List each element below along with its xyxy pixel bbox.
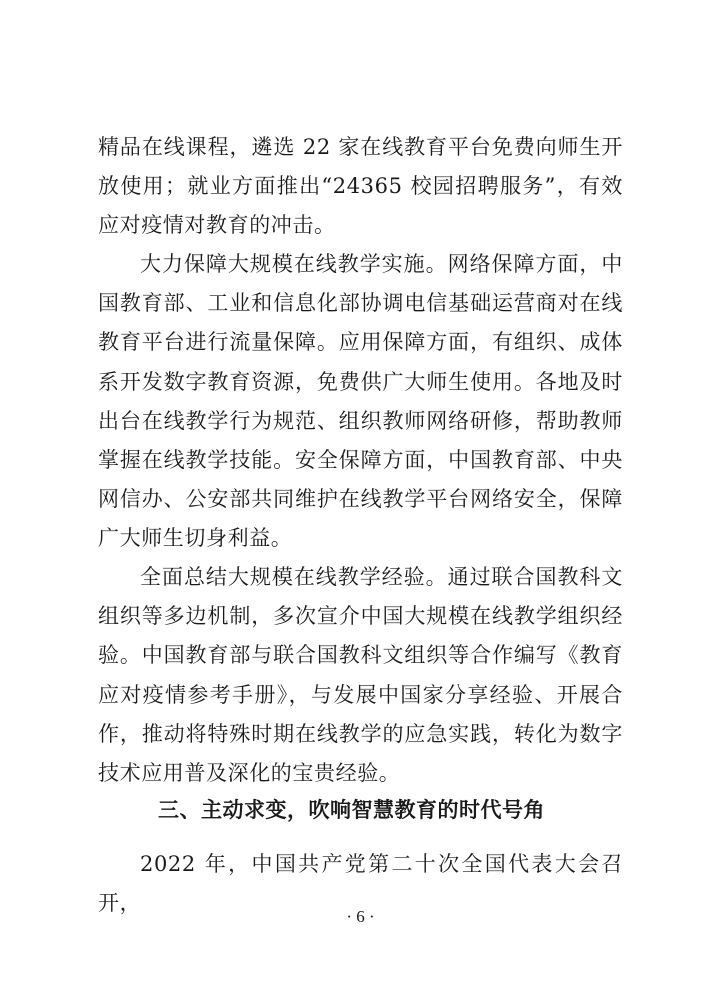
- page-number: · 6 ·: [346, 907, 375, 926]
- paragraph-online-teaching-experience: 全面总结大规模在线教学经验。通过联合国教科文组织等多边机制，多次宣介中国大规模在线教学组织经验。中国教育部与联合国教科文组织等合作编写《教育应对疫情参考手册》，与发展中国家分享经验、开展合作，推动将特殊时期在线教学的应急实践，转化为数字技术应用普及深化的宝贵经验。: [98, 565, 623, 786]
- paragraph-online-teaching-support: 大力保障大规模在线教学实施。网络保障方面，中国教育部、工业和信息化部协调电信基础运营商对在线教育平台进行流量保障。应用保障方面，有组织、成体系开发数字教育资源，免费供广大师生使用。各地及时出台在线教学行为规范、组织教师网络研修，帮助教师掌握在线教学技能。安全保障方面，中国教育部、中央网信办、公安部共同维护在线教学平台网络安全，保障广大师生切身利益。: [98, 252, 623, 551]
- paragraph-closing: 2022 年，中国共产党第二十次全国代表大会召开，: [98, 852, 623, 916]
- section-heading: 三、主动求变，吹响智慧教育的时代号角: [158, 798, 545, 822]
- paragraph-continuation: 精品在线课程，遴选 22 家在线教育平台免费向师生开放使用；就业方面推出“24365 校园招聘服务”，有效应对疫情对教育的冲击。: [98, 135, 623, 238]
